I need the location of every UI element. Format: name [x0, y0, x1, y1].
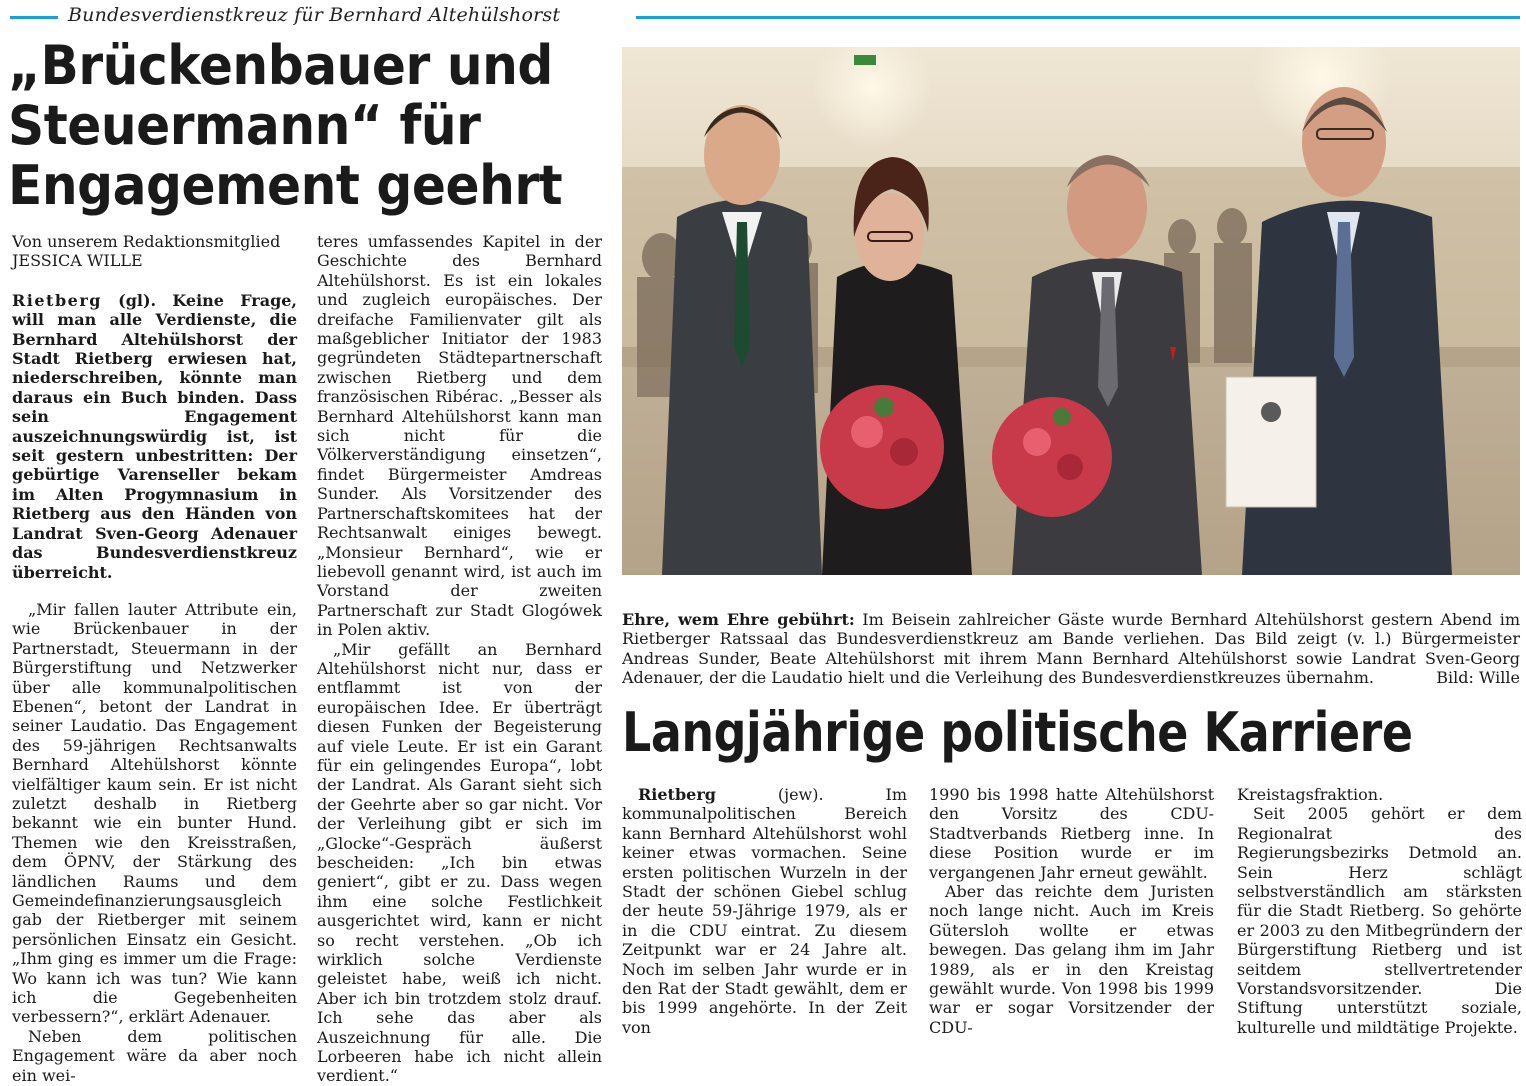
ceremony-photo-illustration — [622, 47, 1520, 575]
paragraph: Seit 2005 gehört er dem Regionalrat des Regierungsbezirks Detmold an. Sein Herz schlägt selbstverständlich am stärksten für die Stadt Rietberg. So gehörte er 2003 zu den Mitbegründern der Bürgerstiftung Rietberg und ist seitdem stellvertretender Vorstandsvorsitzender. Die Stiftung unterstützt soziale, kulturelle und mildtätige Projekte. — [1237, 804, 1522, 1037]
article-column-5 — [1237, 785, 1522, 1037]
paragraph: „Mir fallen lauter Attribute ein, wie Brückenbauer in der Partnerstadt, Steuermann in der Bürgerstiftung und Netzwerker über alle kommunalpolitischen Ebenen“, betont der Landrat in seiner Laudatio. Das Engagement des 59-jährigen Rechtsanwalts Bernhard Altehülshorst könnte vielfältiger kaum sein. Er ist nicht zuletzt deshalb in Rietberg bekannt wie ein bunter Hund. Themen wie den Kreisstraßen, dem ÖPNV, der Stärkung des ländlichen Raums und dem Gemeindefinanzierungsausgleich gab der Rietberger mit seinem persönlichen Einsatz ein Gesicht. „Ihm ging es immer um die Frage: Wo kann ich was tun? Wie kann ich die Gegebenheiten verbessern?“, erklärt Adenauer. — [12, 599, 297, 1027]
article-column-4 — [929, 785, 1214, 1037]
article-column-3 — [622, 785, 907, 1037]
paragraph: Neben dem politischen Engagement wäre da aber noch ein wei- — [12, 1026, 297, 1085]
paragraph: 1990 bis 1998 hatte Altehülshorst den Vorsitz des CDU-Stadtverbands Rietberg inne. In diese Position wurde er im vergangenen Jahr erneut gewählt. — [929, 785, 1214, 882]
paragraph: teres umfassendes Kapitel in der Geschichte des Bernhard Altehülshorst. Es ist ein lokales und zugleich europäisches. Der dreifache Familienvater gilt als maßgeblicher Initiator der 1983 gegründeten Städtepartnerschaft zwischen Rietberg und dem französischen Ribérac. „Besser als Bernhard Altehülshorst kann man sich nicht für die Völkerverständigung einsetzen“, findet Bürgermeister Amdreas Sunder. Als Vorsitzender des Partnerschaftskomitees hat der Rechtsanwalt einiges bewegt. „Monsieur Bernhard“, wie er liebevoll genannt wird, ist auch im Vorstand der zweiten Partnerschaft zur Stadt Glogówek in Polen aktiv. — [317, 232, 602, 640]
paragraph — [622, 785, 907, 1037]
lead-paragraph — [12, 291, 297, 582]
rubric-bar — [0, 4, 1526, 30]
secondary-headline: Langjährige politische Karriere — [622, 701, 1413, 764]
caption-text: Im Beisein zahlreicher Gäste wurde Bernhard Altehülshorst gestern Abend im Rietberger Ratssaal das Bundesverdienstkreuz am Bande verliehen. Das Bild zeigt (v. l.) Bürgermeister Andreas Sunder, Beate Altehülshorst mit ihrem Mann Bernhard Altehülshorst sowie Landrat Sven-Georg Adenauer, der die Laudatio hielt und die Verleihung des Bundesverdienstkreuzes übernahm. — [622, 610, 1520, 688]
byline-line-1: Von unserem Redaktionsmitglied — [12, 232, 281, 251]
main-headline: „Brückenbauer und Steuermann“ für Engagement geehrt — [8, 34, 563, 217]
article-column-1 — [12, 232, 297, 1085]
dateline-place: Rietberg — [638, 785, 716, 804]
byline — [12, 232, 297, 271]
paragraph: Kreistagsfraktion. — [1237, 785, 1384, 804]
article-column-2 — [317, 232, 602, 1086]
photo-caption — [622, 610, 1520, 688]
caption-lead: Ehre, wem Ehre gebührt: — [622, 610, 855, 629]
paragraph: „Mir gefällt an Bernhard Altehülshorst nicht nur, dass er entflammt ist von der europäischen Idee. Er überträgt diesen Funken der Begeisterung auf viele Leute. Er ist ein Garant für ein gelingendes Europa“, lobt der Landrat. Als Garant sieht sich der Geehrte aber so gar nicht. Vor der Verleihung gibt er sich im „Glocke“-Gespräch äußerst bescheiden: „Ich bin etwas geniert“, gibt er zu. Dass wegen ihm eine solche Festlichkeit ausgerichtet wird, kann er nicht so recht verstehen. „Ob ich wirklich solche Verdienste geleistet habe, weiß ich nicht. Aber ich bin trotzdem stolz drauf. Ich sehe das aber als Auszeichnung für alle. Die Lorbeeren habe ich nicht allein verdient.“ — [317, 639, 602, 1086]
byline-author: JESSICA WILLE — [12, 251, 143, 271]
photo-credit: Bild: Wille — [1436, 668, 1520, 688]
rubric-rule-left — [10, 16, 58, 19]
lead-text: (gl). Keine Frage, will man alle Verdienste, die Bernhard Altehülshorst der Stadt Rietberg erwiesen hat, niederschreiben, könnte man daraus ein Buch binden. Dass sein Engagement auszeichnungswürdig ist, ist seit gestern unbestritten: Der gebürtige Varenseller bekam im Alten Progymnasium in Rietberg aus den Händen von Landrat Sven-Georg Adenauer das Bundesverdienstkreuz überreicht. — [12, 290, 297, 582]
paragraph-text: (jew). Im kommunalpolitischen Bereich kann Bernhard Altehülshorst wohl keiner etwas vormachen. Seine ersten politischen Wurzeln in der Stadt der schönen Giebel schlug der heute 59-Jährige 1979, als er in die CDU eintrat. Zu diesem Zeitpunkt war er 24 Jahre alt. Noch im selben Jahr wurde er in den Rat der Stadt gewählt, dem er bis 1999 angehörte. In der Zeit von — [622, 785, 907, 1037]
rubric-rule-right — [636, 16, 1520, 19]
paragraph: Aber das reichte dem Juristen noch lange nicht. Auch im Kreis Gütersloh wollte er etwas bewegen. Das gelang ihm im Jahr 1989, als er in den Kreistag gewählt wurde. Von 1998 bis 1999 war er sogar Vorsitzender der CDU- — [929, 882, 1214, 1037]
ceremony-photo — [622, 47, 1520, 575]
rubric-title: Bundesverdienstkreuz für Bernhard Altehülshorst — [68, 4, 561, 26]
lead-place: Rietberg — [12, 290, 102, 310]
